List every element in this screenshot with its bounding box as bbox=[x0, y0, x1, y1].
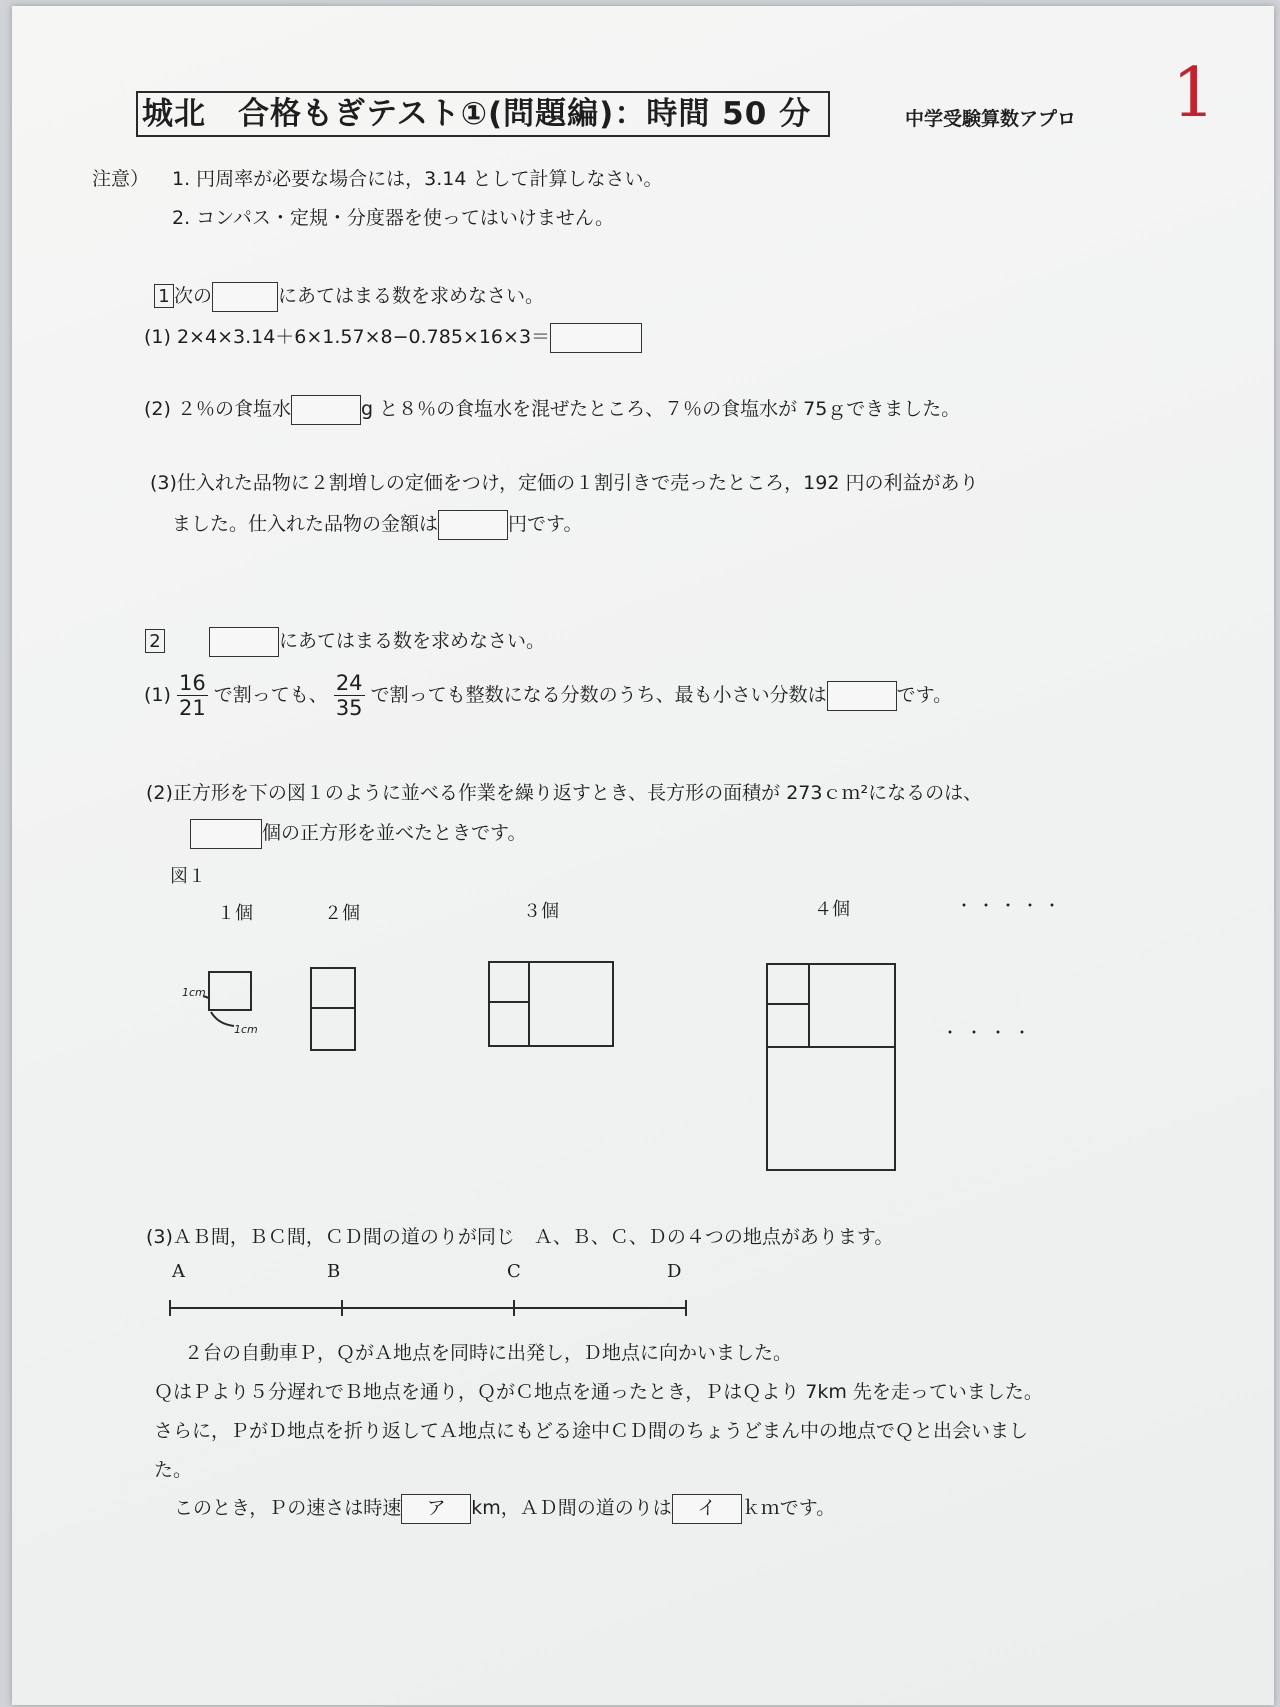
q1-p3-text-a: ました。仕入れた品物の金額は bbox=[172, 513, 439, 535]
unit-label-bottom: 1cm bbox=[234, 1023, 258, 1036]
q1-p3-label: (3) bbox=[150, 472, 177, 494]
answer-box-i[interactable]: イ bbox=[672, 1494, 742, 1524]
q2-p2-label: (2) bbox=[146, 782, 173, 804]
q1-lead-a: 次の bbox=[174, 285, 213, 307]
frac1-denominator: 21 bbox=[178, 696, 206, 721]
point-a: A bbox=[172, 1261, 185, 1282]
fig-continuation-dots-2: ・・・・ bbox=[942, 1023, 1039, 1042]
fig3-rect bbox=[489, 962, 613, 1046]
figure-title: 図１ bbox=[170, 866, 206, 887]
q1-lead-b: にあてはまる数を求めなさい。 bbox=[278, 285, 545, 307]
fig-continuation-dots: ・・・・・ bbox=[956, 896, 1067, 915]
unit-label-side: 1cm bbox=[182, 986, 206, 999]
q2-lead: にあてはまる数を求めなさい。 bbox=[279, 630, 546, 652]
frac2-denominator: 35 bbox=[335, 696, 363, 721]
fig-label-1: １個 bbox=[217, 903, 253, 924]
fig-label-4: ４個 bbox=[814, 899, 850, 920]
page-number: 1 bbox=[1172, 54, 1216, 133]
q1-p1-label: (1) bbox=[144, 326, 171, 348]
exam-title: 城北 合格もぎテスト①(問題編)：時間 50 分 bbox=[136, 91, 830, 137]
q2-p1-text-b: です。 bbox=[896, 684, 953, 707]
fig-label-3: ３個 bbox=[523, 901, 559, 922]
q1-p2-text-b: g と８％の食塩水を混ぜたところ、７％の食塩水が 75ｇできました。 bbox=[360, 398, 961, 420]
note-2: 2. コンパス・定規・分度器を使ってはいけません。 bbox=[172, 207, 614, 229]
frac1-numerator: 16 bbox=[178, 671, 206, 695]
q2-p2-line1: 正方形を下の図１のように並べる作業を繰り返すとき、長方形の面積が 273ｃｍ²になるのは、 bbox=[172, 782, 983, 804]
q2-p3-final-line bbox=[174, 1493, 835, 1524]
q1-p2-text-a: ２％の食塩水 bbox=[176, 398, 291, 420]
q1-p3-line1: 仕入れた品物に２割増しの定価をつけ，定価の１割引きで売ったところ，192 円の利益があり bbox=[176, 472, 979, 494]
source-label: 中学受験算数アプロ bbox=[905, 108, 1077, 130]
fig4-rect bbox=[767, 964, 895, 1170]
q2-p3-line2: ２台の自動車Ｐ，ＱがＡ地点を同時に出発し，Ｄ地点に向かいました。 bbox=[184, 1342, 793, 1364]
exam-sheet bbox=[12, 6, 1274, 1705]
q1-p1-expression: 2×4×3.14＋6×1.57×8−0.785×16×3＝ bbox=[176, 326, 551, 348]
point-d: D bbox=[667, 1261, 682, 1282]
answer-box-a[interactable]: ア bbox=[401, 1494, 471, 1524]
unit-marker-bottom bbox=[211, 1012, 234, 1026]
point-c: C bbox=[507, 1261, 521, 1282]
q2-p3-text-b: km，ＡＤ間の道のりは bbox=[471, 1497, 672, 1519]
q2-p1-text-a: で割っても整数になる分数のうち、最も小さい分数は bbox=[370, 684, 827, 707]
q2-p2-text-b: 個の正方形を並べたときです。 bbox=[262, 822, 527, 844]
frac2-numerator: 24 bbox=[335, 671, 363, 695]
notes-prefix: 注意） bbox=[92, 168, 150, 190]
fig1-square-1 bbox=[209, 972, 251, 1010]
point-b: B bbox=[327, 1261, 341, 1282]
q2-number-box: 2 bbox=[145, 629, 165, 653]
q2-p3-line1: ＡＢ間，ＢＣ間，ＣＤ間の道のりが同じ Ａ、Ｂ、Ｃ、Ｄの４つの地点があります。 bbox=[172, 1226, 894, 1248]
fig-label-2: ２個 bbox=[324, 903, 360, 924]
q2-p3-text-a: このとき，Ｐの速さは時速 bbox=[174, 1497, 402, 1519]
q2-p3-line3: ＱはＰより５分遅れでＢ地点を通り，ＱがＣ地点を通ったとき，ＰはＱより 7km 先を走っていました。 bbox=[154, 1381, 1043, 1403]
figure-drawings bbox=[12, 6, 1274, 1705]
q1-number-box: 1 bbox=[154, 284, 174, 308]
q1-p3-text-b: 円です。 bbox=[508, 513, 583, 535]
q2-p3-line4: さらに，ＰがＤ地点を折り返してＡ地点にもどる途中ＣＤ間のちょうどまん中の地点でＱと出会いまし bbox=[154, 1420, 1029, 1442]
note-1: 1. 円周率が必要な場合には，3.14 として計算しなさい。 bbox=[172, 168, 663, 190]
q2-p1-label: (1) bbox=[144, 684, 171, 707]
q2-p3-label: (3) bbox=[146, 1226, 173, 1248]
q2-p1-mid: で割っても、 bbox=[213, 684, 328, 707]
q2-p3-text-c: ｋｍです。 bbox=[741, 1497, 836, 1519]
q1-p2-label: (2) bbox=[144, 398, 171, 420]
q2-part3-line1 bbox=[146, 1222, 893, 1249]
q2-p3-line5: た。 bbox=[154, 1459, 193, 1481]
